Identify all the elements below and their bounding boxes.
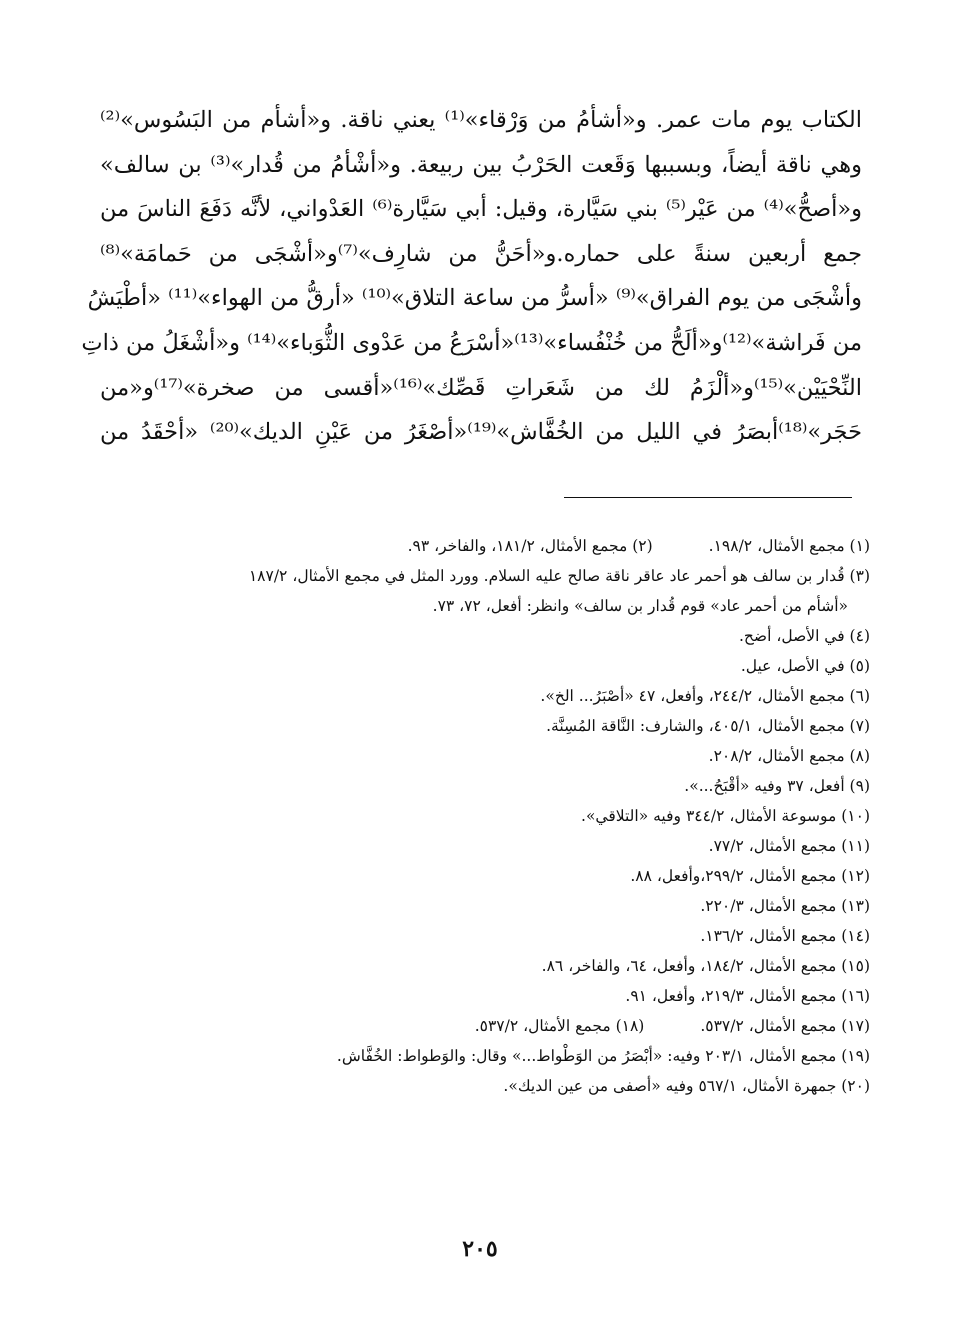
footnote-14: (١٤) مجمع الأمثال، ١٣٦/٢. <box>700 927 870 945</box>
main-text-line: حَجَر»⁽¹⁸⁾أبصَرُ في الليل من الخُفَّاش»⁽¹⁹⁾«أصْغَرُ من عَيْنِ الديك»⁽²⁰⁾ «أحْقَدُ من <box>100 419 862 446</box>
main-text-block <box>81 98 863 455</box>
footnote-17: (١٧) مجمع الأمثال، ٥٣٧/٢. <box>700 1017 870 1035</box>
footnote-2: (٢) مجمع الأمثال، ١٨١/٢، والفاخر، ٩٣. <box>407 537 653 555</box>
footnote-4: (٤) في الأصل، أضح. <box>739 627 870 645</box>
main-text-line: الكتاب يوم مات عمر. و«أشأمُ من وَرْقاء»⁽¹⁾ يعني ناقة. و«أشأم من البَسُوس»⁽²⁾ <box>100 107 862 133</box>
footnote-row <box>90 531 870 561</box>
main-text-line: النِّحْيَيْن»⁽¹⁵⁾و«ألْزَمُ لك من شَعَراتِ قَصِّك»⁽¹⁶⁾«أقسى من صخرة»⁽¹⁷⁾و«من <box>100 374 862 401</box>
main-text-line: وأشْجَى من يوم الفراق»⁽⁹⁾ «أسرُّ من ساعة التلاق»⁽¹⁰⁾ «أرقُّ من الهواء»⁽¹¹⁾ «أطْيَشُ <box>87 285 862 312</box>
footnote-19: (١٩) مجمع الأمثال، ٢٠٣/١ وفيه: «أبْصَرُ من الوَطْواط...» وقال: والوَطواط: الخُفَّاش. <box>336 1047 870 1065</box>
footnote-20: (٢٠) جمهرة الأمثال، ٥٦٧/١ وفيه «أصفى من عين الديك». <box>503 1077 870 1095</box>
footnote-11: (١١) مجمع الأمثال، ٧٧/٢. <box>708 837 870 855</box>
footnote-10: (١٠) موسوعة الأمثال، ٣٤٤/٢ وفيه «التلاقي». <box>581 807 870 825</box>
main-text-line: وهي ناقة أيضاً، وبسببها وَقَعت الحَرْبُ بين ربيعة. و«أشْأمُ من قُدار»⁽³⁾ بن سالف» <box>100 151 862 178</box>
footnote-7: (٧) مجمع الأمثال، ٤٠٥/١، والشارف: النَّاقة المُسِنَّة. <box>546 717 870 735</box>
footnote-3: (٣) قُدار بن سالف هو أحمر عاد عاقر ناقة صالح عليه السلام. وورد المثل في مجمع الأمثال، ١٨٧/٢ <box>248 567 870 585</box>
footnote-separator <box>564 497 852 498</box>
footnote-6: (٦) مجمع الأمثال، ٢٤٤/٢، وأفعل، ٤٧ «أصْبَرُ... الخ». <box>540 687 870 705</box>
footnote-9: (٩) أفعل، ٣٧ وفيه «أقْبَحُ...». <box>684 777 870 795</box>
main-text-line: جمع أربعين سنةً على حماره.و«أحَنُّ من شارِف»⁽⁷⁾و«أشْجَى من حَمامَة»⁽⁸⁾ <box>100 240 863 267</box>
main-text-line: من فَراشة»⁽¹²⁾و«ألَحُّ من خُنْفُساء»⁽¹³⁾«أسْرَعُ من عَدْوى الثُّوَباء»⁽¹⁴⁾ و«أشْغَلُ من ذاتِ <box>81 329 862 356</box>
footnote-18: (١٨) مجمع الأمثال، ٥٣٧/٢. <box>474 1017 645 1035</box>
footnotes-block <box>90 531 870 1101</box>
footnote-16: (١٦) مجمع الأمثال، ٢١٩/٣، وأفعل، ٩١. <box>625 987 870 1005</box>
footnote-12: (١٢) مجمع الأمثال، ٢٩٩/٢،وأفعل، ٨٨. <box>630 867 870 885</box>
page-number: ٢٠٥ <box>462 1236 498 1262</box>
footnote-1: (١) مجمع الأمثال، ١٩٨/٢. <box>708 537 870 555</box>
footnote-13: (١٣) مجمع الأمثال، ٢٢٠/٣. <box>700 897 870 915</box>
footnote-row <box>90 1011 870 1041</box>
footnote-8: (٨) مجمع الأمثال، ٢٠٨/٢. <box>708 747 870 765</box>
footnote-15: (١٥) مجمع الأمثال، ١٨٤/٢، وأفعل، ٦٤، والفاخر، ٨٦. <box>541 957 870 975</box>
main-text-line: و«أصحُّ»⁽⁴⁾ من عَيْر⁽⁵⁾ بني سَيَّارة، وقيل: أبي سَيَّارة⁽⁶⁾ العَدْواني، لأنَّه دَفَعَ الناسَ من <box>100 196 862 223</box>
footnote-5: (٥) في الأصل، عيل. <box>740 657 870 675</box>
footnote-3-continued: «أشأم من أحمر عاد» قوم قُدار بن سالف» وانظر: أفعل، ٧٢، ٧٣. <box>432 597 848 615</box>
